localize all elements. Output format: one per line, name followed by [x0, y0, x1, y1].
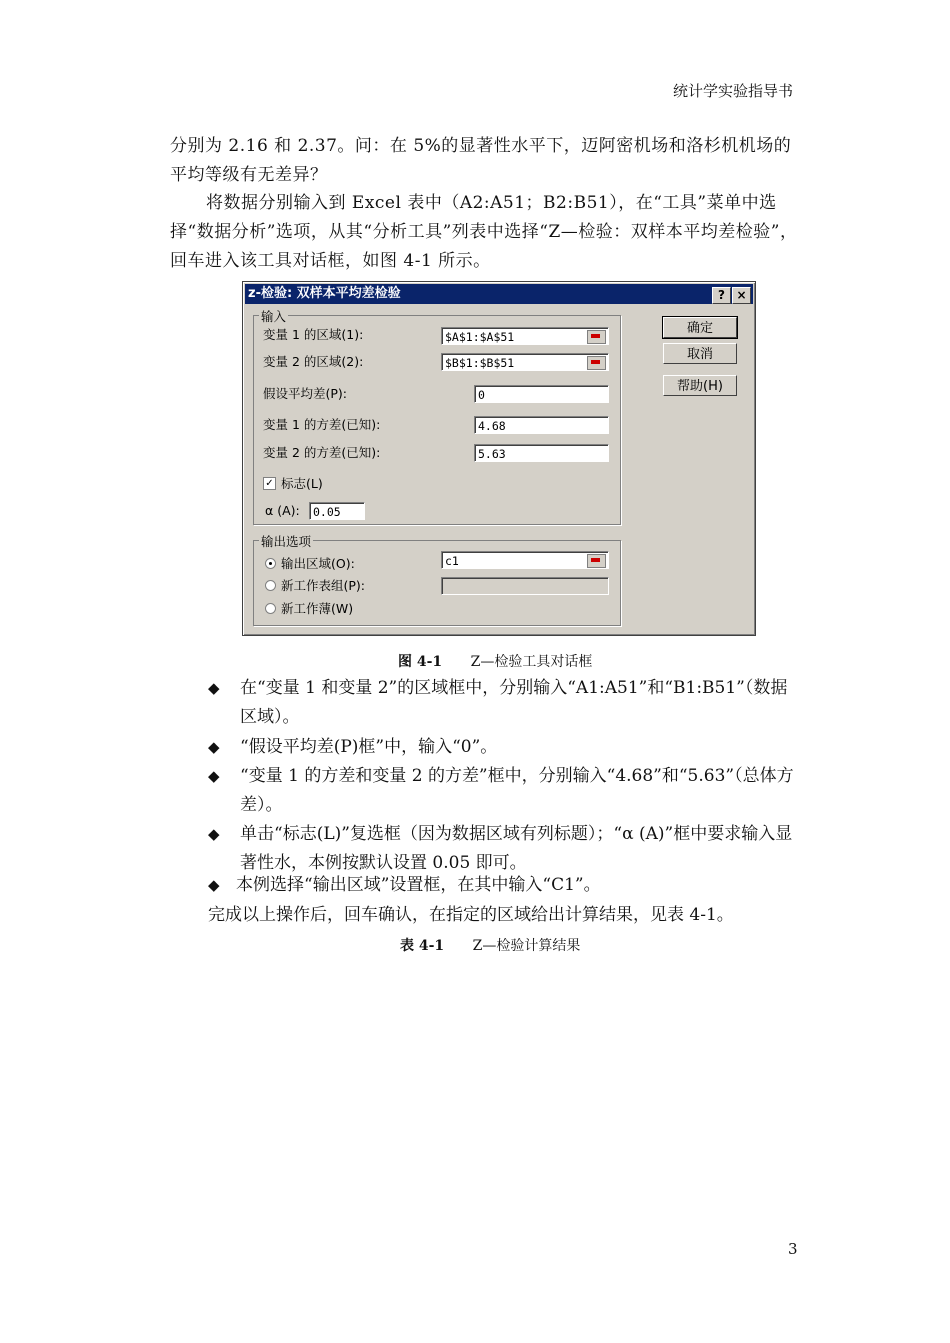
- diamond-bullet-icon: ◆: [208, 876, 220, 894]
- close-icon[interactable]: ×: [732, 287, 751, 304]
- new-sheet-label: 新工作表组(P):: [281, 578, 366, 593]
- input-group-label: 输入: [261, 309, 287, 324]
- new-book-label: 新工作薄(W): [281, 601, 354, 616]
- cancel-button[interactable]: 取消: [663, 343, 737, 364]
- labels-checkbox[interactable]: ✓: [263, 477, 276, 490]
- output-range-input[interactable]: c1: [441, 551, 609, 569]
- var2-variance-label: 变量 2 的方差(已知):: [263, 445, 381, 460]
- bullet-item: ◆ 单击“标志(L)”复选框（因为数据区域有列标题）；“α (A)”框中要求输入显著性水，本例按默认设置 0.05 即可。: [208, 820, 800, 878]
- output-range-radio[interactable]: [265, 558, 276, 569]
- body-paragraph-1: 分别为 2.16 和 2.37。问：在 5%的显著性水平下，迈阿密机场和洛杉机机场的平均等级有无差异？: [170, 136, 792, 185]
- bullet-item: ◆ “变量 1 的方差和变量 2 的方差”框中，分别输入“4.68”和“5.63”（总体方差）。: [208, 762, 800, 820]
- running-header: 统计学实验指导书: [672, 82, 793, 100]
- var2-range-input[interactable]: $B$1:$B$51: [441, 353, 609, 371]
- bullet-item: ◆ 本例选择“输出区域”设置框，在其中输入“C1”。: [208, 871, 800, 900]
- z-test-dialog: [242, 281, 756, 636]
- var1-range-input[interactable]: $A$1:$A$51: [441, 327, 609, 345]
- page-number: 3: [788, 1240, 798, 1258]
- range-select-icon[interactable]: [587, 330, 606, 344]
- dialog-title: z-检验: 双样本平均差检验: [248, 286, 401, 301]
- help-icon[interactable]: ?: [712, 287, 731, 304]
- help-button[interactable]: 帮助(H): [663, 375, 737, 396]
- hyp-diff-input[interactable]: 0: [474, 385, 609, 403]
- table-title: Z—检验计算结果: [472, 938, 581, 954]
- var1-variance-input[interactable]: 4.68: [474, 416, 609, 434]
- table-caption: [400, 935, 580, 955]
- output-range-label: 输出区域(O):: [281, 556, 355, 571]
- body-paragraph-2: 将数据分别输入到 Excel 表中（A2:A51；B2:B51），在“工具”菜单中选择“数据分析”选项，从其“分析工具”列表中选择“Z—检验：双样本平均差检验”，回车进入该工具对话框，如图 4-1 所示。: [170, 193, 798, 271]
- range-select-icon[interactable]: [587, 554, 606, 568]
- labels-checkbox-label: 标志(L): [281, 476, 323, 491]
- new-book-radio[interactable]: [265, 603, 276, 614]
- hyp-diff-label: 假设平均差(P):: [263, 386, 348, 401]
- diamond-bullet-icon: ◆: [208, 767, 220, 785]
- diamond-bullet-icon: ◆: [208, 825, 220, 843]
- figure-number: 图 4-1: [398, 654, 443, 670]
- ok-button[interactable]: 确定: [663, 317, 737, 338]
- table-number: 表 4-1: [400, 938, 445, 954]
- bullet-item: ◆ “假设平均差(P)框”中，输入“0”。: [208, 733, 800, 762]
- new-sheet-input[interactable]: [441, 577, 609, 595]
- alpha-input[interactable]: 0.05: [309, 502, 365, 520]
- new-sheet-radio[interactable]: [265, 580, 276, 591]
- alpha-label: α (A):: [265, 503, 300, 518]
- var2-range-label: 变量 2 的区域(2):: [263, 354, 364, 369]
- figure-title: Z—检验工具对话框: [470, 654, 593, 670]
- output-group-label: 输出选项: [261, 534, 312, 549]
- var1-range-label: 变量 1 的区域(1):: [263, 327, 364, 342]
- diamond-bullet-icon: ◆: [208, 679, 220, 697]
- diamond-bullet-icon: ◆: [208, 738, 220, 756]
- bullet-item: ◆ 在“变量 1 和变量 2”的区域框中，分别输入“A1:A51”和“B1:B51”（数据区域）。: [208, 674, 800, 732]
- dialog-titlebar: [245, 284, 753, 304]
- conclusion-text: 完成以上操作后，回车确认，在指定的区域给出计算结果，见表 4-1。: [208, 905, 734, 925]
- range-select-icon[interactable]: [587, 356, 606, 370]
- figure-caption: [398, 651, 592, 671]
- var2-variance-input[interactable]: 5.63: [474, 444, 609, 462]
- var1-variance-label: 变量 1 的方差(已知):: [263, 417, 381, 432]
